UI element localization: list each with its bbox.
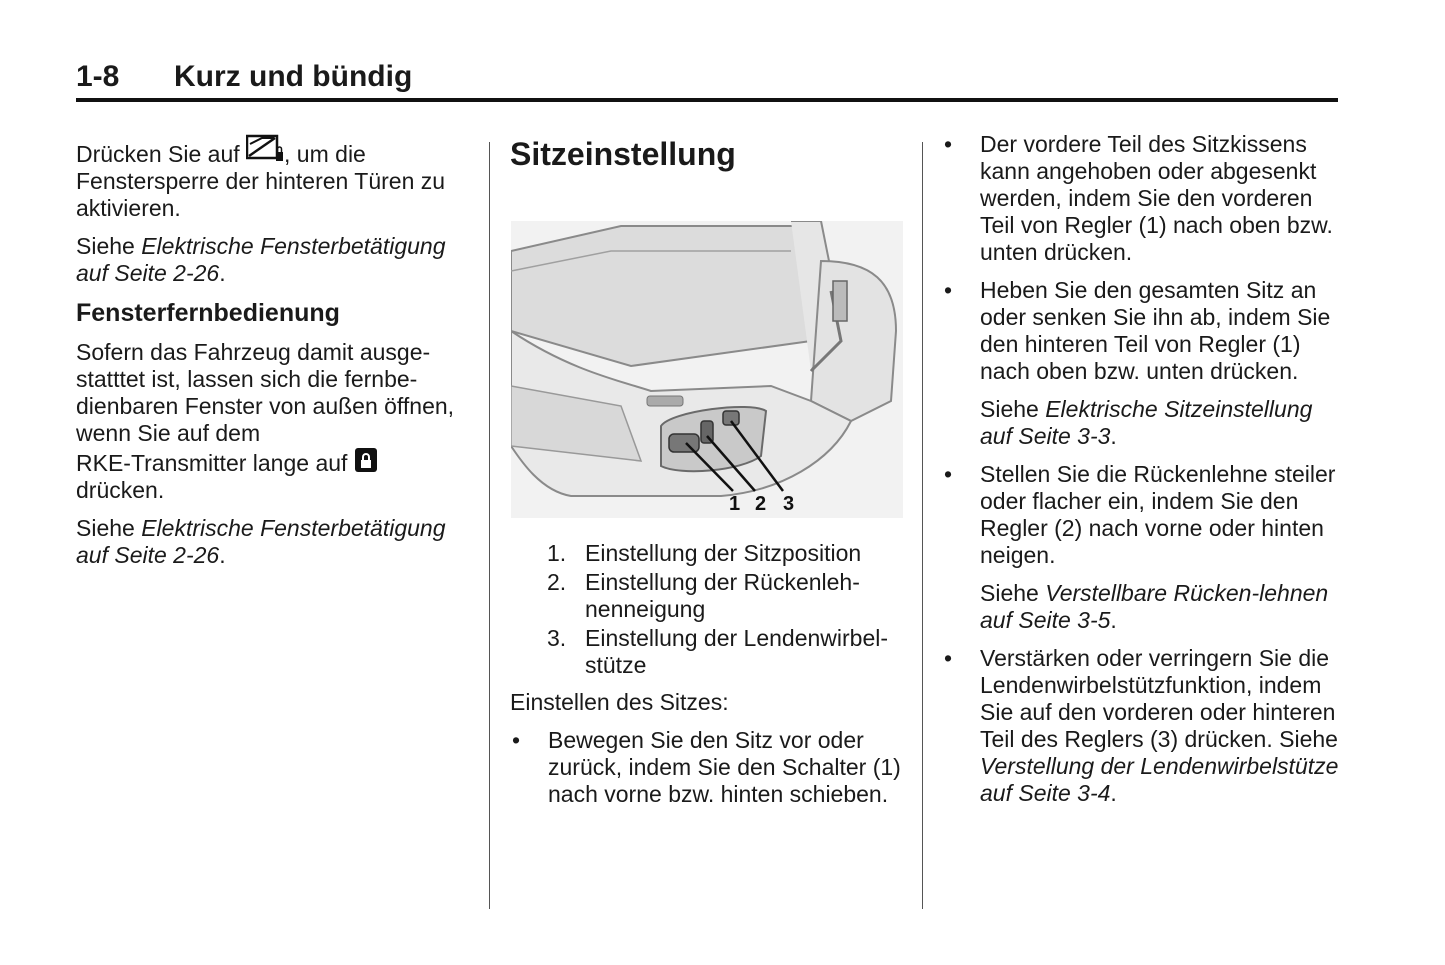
list-item: 2. Einstellung der Rückenleh-nenneigung (547, 569, 860, 622)
cross-reference-link[interactable]: Elektrische Sitzeinstellung auf Seite 3-3 (980, 396, 1313, 449)
column-divider (922, 142, 923, 909)
column-left (76, 134, 476, 580)
list-item: • Verstärken oder verringern Sie die Lendenwirbelstützfunktion, indem Sie auf den vorderen oder hinteren Teil des Reglers (3) drücken. Siehe Verstellung der Lendenwirbelstütze auf Seite 3-4. (944, 645, 1339, 806)
page-number: 1-8 (76, 60, 120, 93)
seat-instructions (510, 689, 902, 819)
cross-reference-link[interactable]: Verstellbare Rücken-lehnen auf Seite 3-5 (980, 580, 1329, 633)
window-lockout-icon (246, 134, 284, 164)
column-right (942, 131, 1342, 818)
chapter-title: Kurz und bündig (174, 60, 413, 93)
intro-text: Einstellen des Sitzes: (510, 689, 729, 715)
list-item: • Bewegen Sie den Sitz vor oder zurück, indem Sie den Schalter (1) nach vorne bzw. hinten schieben. (512, 727, 901, 807)
page-header (76, 58, 1338, 102)
cross-reference-link[interactable]: Verstellung der Lendenwirbelstütze auf Seite 3-4 (980, 753, 1339, 806)
paragraph-window-lock: Drücken Sie auf , um die Fenstersperre der hinteren Türen zu aktivieren. (76, 134, 476, 222)
cross-reference-link[interactable]: Elektrische Fensterbetätigung auf Seite 2-26 (76, 233, 446, 286)
list-item: • Heben Sie den gesamten Sitz an oder senken Sie ihn ab, indem Sie den hinteren Teil von Regler (1) nach oben bzw. unten drücken. (944, 277, 1331, 384)
figure-label: 2 (755, 493, 767, 515)
reference-text: Siehe Elektrische Sitzeinstellung auf Seite 3-3. (980, 396, 1313, 449)
seat-controls-illustration (511, 221, 903, 518)
lock-icon (354, 447, 378, 473)
section-title: Sitzeinstellung (510, 136, 736, 172)
reference-text: Siehe Verstellbare Rücken-lehnen auf Seite 3-5. (980, 580, 1329, 633)
list-item: 3. Einstellung der Lendenwirbel-stütze (547, 625, 889, 678)
cross-reference-link[interactable]: Elektrische Fensterbetätigung auf Seite 2-26 (76, 515, 446, 568)
paragraph-remote-window: Sofern das Fahrzeug damit ausge-statttet ist, lassen sich die fernbe-dienbaren Fenster von außen öffnen, wenn Sie auf dem RKE-Transmitter lange auf drücken. (76, 339, 455, 503)
figure-label: 3 (783, 493, 795, 515)
list-item: • Stellen Sie die Rückenlehne steiler oder flacher ein, indem Sie den Regler (2) nach vorne oder hinten neigen. (944, 461, 1336, 568)
section-heading: Fensterfernbedienung (76, 299, 340, 327)
list-item: 1. Einstellung der Sitzposition (547, 540, 862, 566)
list-item: • Der vordere Teil des Sitzkissens kann angehoben oder abgesenkt werden, indem Sie den vorderen Teil von Regler (1) nach oben bzw. unten drücken. (944, 131, 1333, 265)
column-divider (489, 142, 490, 909)
reference-text: Siehe Elektrische Fensterbetätigung auf Seite 2-26. (76, 515, 446, 568)
reference-text: Siehe Elektrische Fensterbetätigung auf Seite 2-26. (76, 233, 446, 286)
figure-legend (547, 540, 912, 679)
column-middle (510, 136, 910, 172)
figure-label: 1 (729, 493, 741, 515)
